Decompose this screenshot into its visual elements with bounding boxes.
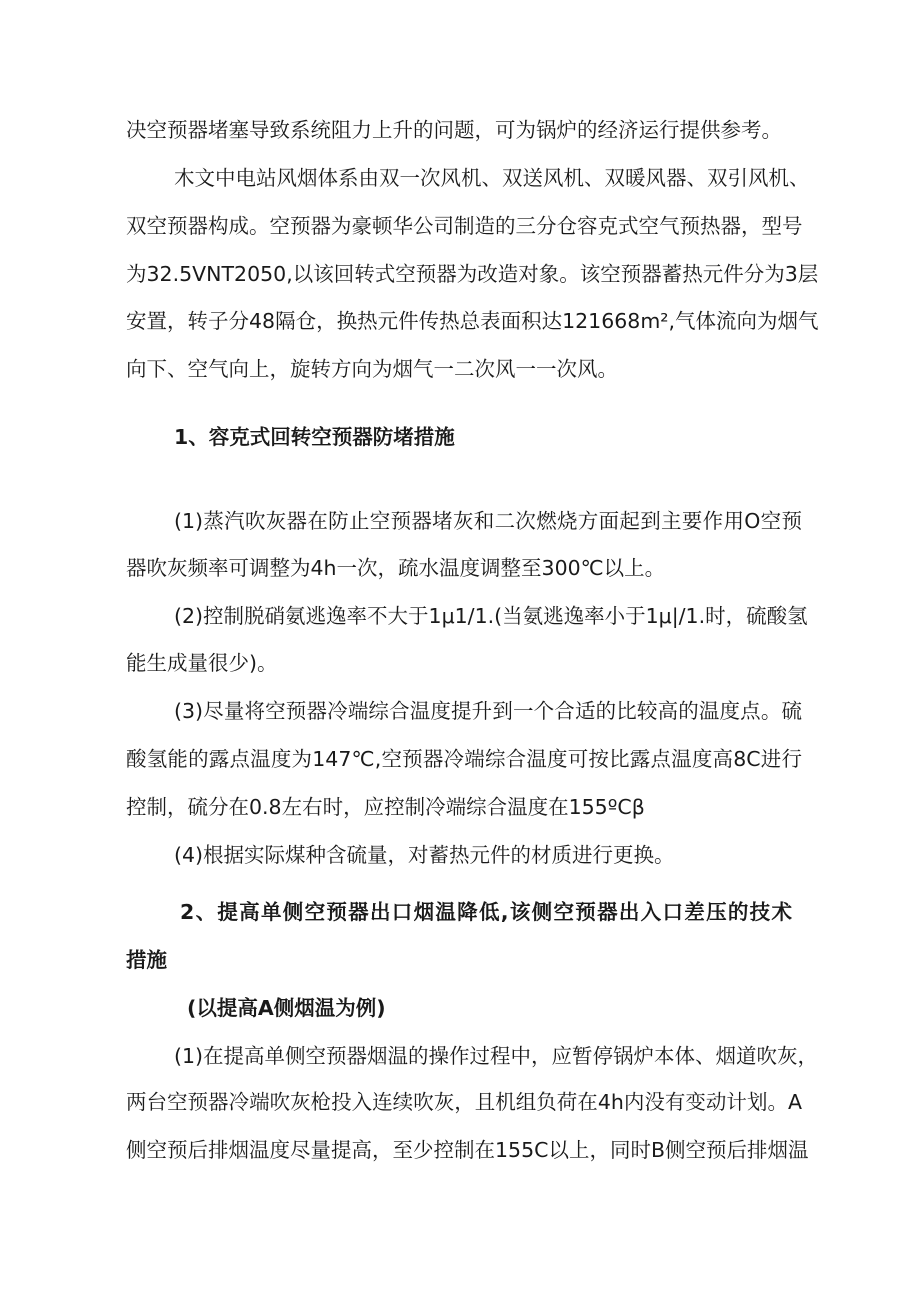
section-subheading: (以提高A侧烟温为例) <box>187 996 386 1020</box>
body-text-line: 木文中电站风烟体系由双一次风机、双送风机、双暖风器、双引风机、 <box>174 166 810 190</box>
body-text-line: 为32.5VNT2050,以该回转式空预器为改造对象。该空预器蓄热元件分为3层 <box>126 262 819 286</box>
body-text-line: 控制，硫分在0.8左右时，应控制冷端综合温度在155ºCβ <box>126 795 645 819</box>
section-heading-continued: 措施 <box>126 948 167 972</box>
body-text-line: 安置，转子分48隔仓，换热元件传热总表面积达121668m²,气体流向为烟气 <box>126 309 819 333</box>
body-text-line: (3)尽量将空预器冷端综合温度提升到一个合适的比较高的温度点。硫 <box>174 699 802 723</box>
body-text-line: 两台空预器冷端吹灰枪投入连续吹灰，且机组负荷在4h内没有变动计划。A <box>126 1090 802 1114</box>
body-text-line: 双空预器构成。空预器为豪顿华公司制造的三分仓容克式空气预热器，型号 <box>126 214 803 238</box>
body-text-line: 侧空预后排烟温度尽量提高，至少控制在155C以上，同时B侧空预后排烟温 <box>126 1138 809 1162</box>
body-text-line: 能生成量很少)。 <box>126 651 278 675</box>
body-text-line: 器吹灰频率可调整为4h一次，疏水温度调整至300℃以上。 <box>126 556 666 580</box>
body-text-line: (4)根据实际煤种含硫量，对蓄热元件的材质进行更换。 <box>174 843 675 867</box>
section-heading: 1、容克式回转空预器防堵措施 <box>174 425 455 449</box>
body-text-line: (1)在提高单侧空预器烟温的操作过程中，应暂停锅炉本体、烟道吹灰， <box>174 1044 819 1068</box>
body-text-line: (2)控制脱硝氨逃逸率不大于1μ1∕1.(当氨逃逸率小于1μ|∕1.时，硫酸氢 <box>174 604 808 628</box>
body-text-line: 向下、空气向上，旋转方向为烟气一二次风一一次风。 <box>126 357 618 381</box>
section-heading: 2、提高单侧空预器出口烟温降低,该侧空预器出入口差压的技术 <box>180 900 792 924</box>
body-text-line: 决空预器堵塞导致系统阻力上升的问题，可为锅炉的经济运行提供参考。 <box>126 118 782 142</box>
body-text-line: (1)蒸汽吹灰器在防止空预器堵灰和二次燃烧方面起到主要作用O空预 <box>174 509 802 533</box>
body-text-line: 酸氢能的露点温度为147℃,空预器冷端综合温度可按比露点温度高8C进行 <box>126 747 802 771</box>
